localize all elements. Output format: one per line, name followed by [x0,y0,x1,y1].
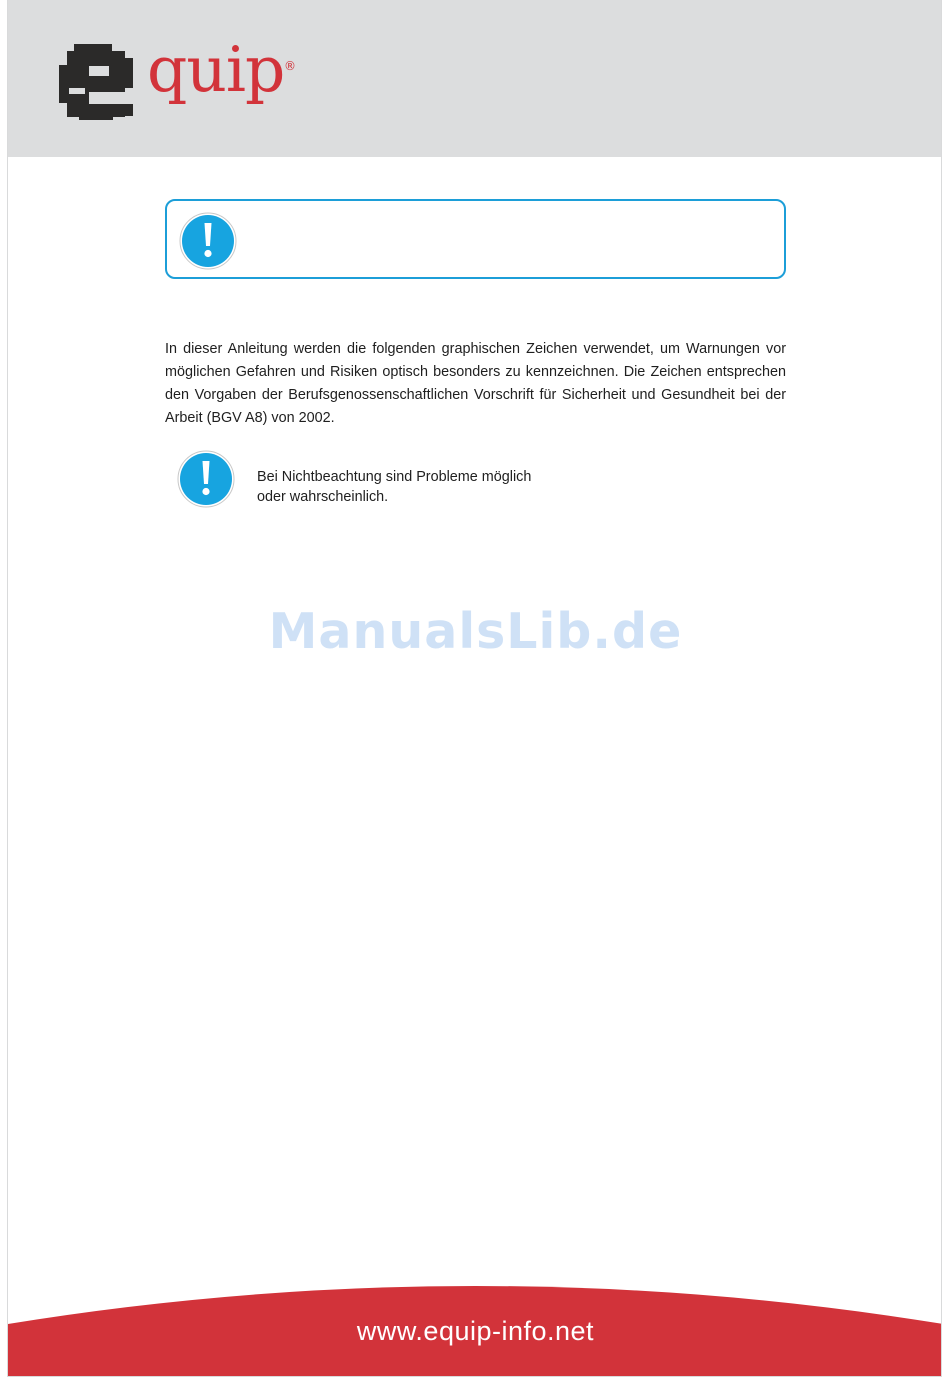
intro-paragraph: In dieser Anleitung werden die folgenden graphischen Zeichen verwendet, um Warnungen vor möglichen Gefahren und Risiken optisch besonders zu kennzeichnen. Die Zeichen entsprechen den Vorgaben der Berufsgenossenschaftlichen Vorschrift für Sicherheit und Gesundheit bei der Arbeit (BGV A8) von 2002. [165,341,786,426]
manual-page [7,0,942,1377]
equip-logo-mark-icon [59,44,139,124]
attention-note-box [165,199,786,279]
watermark-text: ManualsLib.de [268,603,683,660]
exclamation-circle-icon [179,212,237,270]
footer-url-link[interactable]: www.equip-info.net [356,1316,595,1346]
page-header [8,0,942,157]
exclamation-circle-icon [177,450,235,508]
legend-description [257,467,531,507]
equip-logo [59,33,319,124]
registered-mark: ® [284,59,296,73]
logo-wordmark: quip [147,33,285,106]
legend-line-1: Bei Nichtbeachtung sind Probleme möglich [257,469,532,485]
legend-line-2: oder wahrscheinlich. [257,489,389,505]
